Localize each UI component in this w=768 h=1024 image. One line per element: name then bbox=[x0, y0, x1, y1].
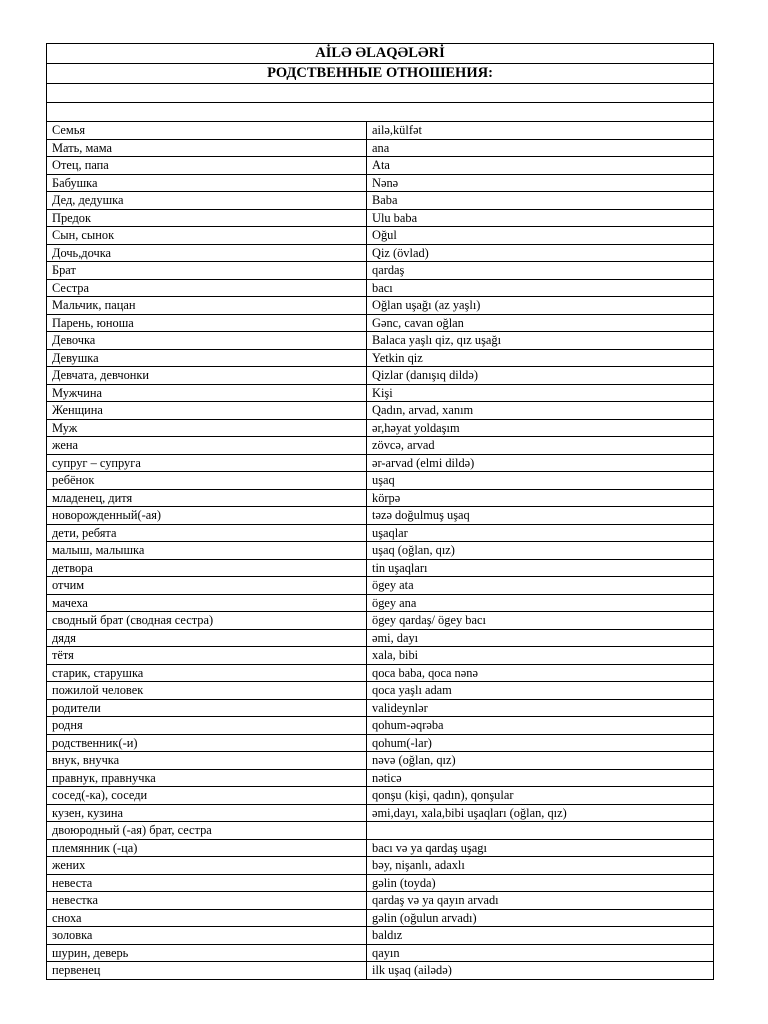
title-row-az bbox=[47, 44, 714, 64]
azerbaijani-term: Kişi bbox=[367, 384, 714, 402]
azerbaijani-term: ana bbox=[367, 139, 714, 157]
azerbaijani-term: Balaca yaşlı qiz, qız uşağı bbox=[367, 332, 714, 350]
table-row bbox=[47, 472, 714, 490]
russian-term: невестка bbox=[47, 892, 367, 910]
russian-term: детвора bbox=[47, 559, 367, 577]
russian-term: родня bbox=[47, 717, 367, 735]
azerbaijani-term: zövcə, arvad bbox=[367, 437, 714, 455]
table-row bbox=[47, 734, 714, 752]
russian-term: жена bbox=[47, 437, 367, 455]
azerbaijani-term: uşaq bbox=[367, 472, 714, 490]
russian-term: Девочка bbox=[47, 332, 367, 350]
table-row bbox=[47, 139, 714, 157]
table-row bbox=[47, 279, 714, 297]
russian-term: жених bbox=[47, 857, 367, 875]
blank-row bbox=[47, 103, 714, 122]
table-row bbox=[47, 437, 714, 455]
table-row bbox=[47, 787, 714, 805]
russian-term: тётя bbox=[47, 647, 367, 665]
russian-term: внук, внучка bbox=[47, 752, 367, 770]
azerbaijani-term: tin uşaqları bbox=[367, 559, 714, 577]
table-row bbox=[47, 717, 714, 735]
russian-term: Отец, папа bbox=[47, 157, 367, 175]
azerbaijani-term: qayın bbox=[367, 944, 714, 962]
azerbaijani-term: nəvə (oğlan, qız) bbox=[367, 752, 714, 770]
azerbaijani-term: qoca yaşlı adam bbox=[367, 682, 714, 700]
azerbaijani-term bbox=[367, 822, 714, 840]
russian-term: Брат bbox=[47, 262, 367, 280]
table-row bbox=[47, 367, 714, 385]
russian-term: родственник(-и) bbox=[47, 734, 367, 752]
russian-term: отчим bbox=[47, 577, 367, 595]
table-row bbox=[47, 857, 714, 875]
azerbaijani-term: qonşu (kişi, qadın), qonşular bbox=[367, 787, 714, 805]
russian-term: родители bbox=[47, 699, 367, 717]
table-row bbox=[47, 122, 714, 140]
russian-term: Дед, дедушка bbox=[47, 192, 367, 210]
azerbaijani-term: Gənc, cavan oğlan bbox=[367, 314, 714, 332]
azerbaijani-term: xala, bibi bbox=[367, 647, 714, 665]
azerbaijani-term: Ata bbox=[367, 157, 714, 175]
azerbaijani-term: qardaş bbox=[367, 262, 714, 280]
azerbaijani-term: Nənə bbox=[367, 174, 714, 192]
table-row bbox=[47, 244, 714, 262]
russian-term: Муж bbox=[47, 419, 367, 437]
vocabulary-table bbox=[46, 43, 714, 980]
azerbaijani-term: Oğlan uşağı (az yaşlı) bbox=[367, 297, 714, 315]
russian-term: Сестра bbox=[47, 279, 367, 297]
table-row bbox=[47, 542, 714, 560]
azerbaijani-term: əmi,dayı, xala,bibi uşaqları (oğlan, qız) bbox=[367, 804, 714, 822]
title-row-ru bbox=[47, 64, 714, 84]
table-row bbox=[47, 157, 714, 175]
russian-term: ребёнок bbox=[47, 472, 367, 490]
table-row bbox=[47, 507, 714, 525]
russian-term: Мать, мама bbox=[47, 139, 367, 157]
table-row bbox=[47, 752, 714, 770]
table-row bbox=[47, 699, 714, 717]
azerbaijani-term: ögey qardaş/ ögey bacı bbox=[367, 612, 714, 630]
table-row bbox=[47, 664, 714, 682]
azerbaijani-term: gəlin (toyda) bbox=[367, 874, 714, 892]
azerbaijani-term: Ulu baba bbox=[367, 209, 714, 227]
table-row bbox=[47, 489, 714, 507]
russian-term: младенец, дитя bbox=[47, 489, 367, 507]
table-row bbox=[47, 804, 714, 822]
russian-term: сосед(-ка), соседи bbox=[47, 787, 367, 805]
azerbaijani-term: qohum(-lar) bbox=[367, 734, 714, 752]
azerbaijani-term: qoca baba, qoca nənə bbox=[367, 664, 714, 682]
table-row bbox=[47, 629, 714, 647]
azerbaijani-term: ögey ata bbox=[367, 577, 714, 595]
russian-term: первенец bbox=[47, 962, 367, 980]
table-row bbox=[47, 839, 714, 857]
azerbaijani-term: Qiz (övlad) bbox=[367, 244, 714, 262]
azerbaijani-term: qohum-əqrəba bbox=[367, 717, 714, 735]
table-row bbox=[47, 822, 714, 840]
russian-term: шурин, деверь bbox=[47, 944, 367, 962]
azerbaijani-term: ər,həyat yoldaşım bbox=[367, 419, 714, 437]
russian-term: Мужчина bbox=[47, 384, 367, 402]
azerbaijani-term: Oğul bbox=[367, 227, 714, 245]
table-row bbox=[47, 927, 714, 945]
blank-cell bbox=[47, 103, 714, 122]
russian-term: правнук, правнучка bbox=[47, 769, 367, 787]
russian-term: Парень, юноша bbox=[47, 314, 367, 332]
russian-term: золовка bbox=[47, 927, 367, 945]
table-row bbox=[47, 612, 714, 630]
azerbaijani-term: bəy, nişanlı, adaxlı bbox=[367, 857, 714, 875]
azerbaijani-term: Qadın, arvad, xanım bbox=[367, 402, 714, 420]
russian-term: новорожденный(-ая) bbox=[47, 507, 367, 525]
title-az: AİLƏ ƏLAQƏLƏRİ bbox=[47, 44, 714, 64]
azerbaijani-term: körpə bbox=[367, 489, 714, 507]
russian-term: сноха bbox=[47, 909, 367, 927]
russian-term: дети, ребята bbox=[47, 524, 367, 542]
table-row bbox=[47, 594, 714, 612]
russian-term: Семья bbox=[47, 122, 367, 140]
azerbaijani-term: təzə doğulmuş uşaq bbox=[367, 507, 714, 525]
russian-term: кузен, кузина bbox=[47, 804, 367, 822]
table-row bbox=[47, 524, 714, 542]
russian-term: Предок bbox=[47, 209, 367, 227]
russian-term: Девушка bbox=[47, 349, 367, 367]
blank-row bbox=[47, 84, 714, 103]
azerbaijani-term: ər-arvad (elmi dildə) bbox=[367, 454, 714, 472]
russian-term: племянник (-ца) bbox=[47, 839, 367, 857]
russian-term: дядя bbox=[47, 629, 367, 647]
table-row bbox=[47, 909, 714, 927]
azerbaijani-term: bacı və ya qardaş uşagı bbox=[367, 839, 714, 857]
blank-cell bbox=[47, 84, 714, 103]
table-row bbox=[47, 297, 714, 315]
azerbaijani-term: nəticə bbox=[367, 769, 714, 787]
russian-term: мачеха bbox=[47, 594, 367, 612]
russian-term: Девчата, девчонки bbox=[47, 367, 367, 385]
table-row bbox=[47, 262, 714, 280]
russian-term: двоюродный (-ая) брат, сестра bbox=[47, 822, 367, 840]
table-row bbox=[47, 577, 714, 595]
azerbaijani-term: Yetkin qiz bbox=[367, 349, 714, 367]
table-row bbox=[47, 874, 714, 892]
title-ru: РОДСТВЕННЫЕ ОТНОШЕНИЯ: bbox=[47, 64, 714, 84]
russian-term: малыш, малышка bbox=[47, 542, 367, 560]
russian-term: Дочь,дочка bbox=[47, 244, 367, 262]
azerbaijani-term: Baba bbox=[367, 192, 714, 210]
azerbaijani-term: qardaş və ya qayın arvadı bbox=[367, 892, 714, 910]
azerbaijani-term: ögey ana bbox=[367, 594, 714, 612]
azerbaijani-term: əmi, dayı bbox=[367, 629, 714, 647]
table-row bbox=[47, 192, 714, 210]
table-row bbox=[47, 332, 714, 350]
russian-term: старик, старушка bbox=[47, 664, 367, 682]
russian-term: сводный брат (сводная сестра) bbox=[47, 612, 367, 630]
table-row bbox=[47, 314, 714, 332]
table-row bbox=[47, 682, 714, 700]
table-row bbox=[47, 402, 714, 420]
azerbaijani-term: uşaq (oğlan, qız) bbox=[367, 542, 714, 560]
table-row bbox=[47, 174, 714, 192]
table-row bbox=[47, 227, 714, 245]
russian-term: Мальчик, пацан bbox=[47, 297, 367, 315]
azerbaijani-term: Qizlar (danışıq dildə) bbox=[367, 367, 714, 385]
azerbaijani-term: gəlin (oğulun arvadı) bbox=[367, 909, 714, 927]
table-row bbox=[47, 384, 714, 402]
azerbaijani-term: bacı bbox=[367, 279, 714, 297]
table-row bbox=[47, 962, 714, 980]
table-row bbox=[47, 769, 714, 787]
azerbaijani-term: ilk uşaq (ailədə) bbox=[367, 962, 714, 980]
table-row bbox=[47, 559, 714, 577]
table-row bbox=[47, 647, 714, 665]
azerbaijani-term: uşaqlar bbox=[367, 524, 714, 542]
table-row bbox=[47, 209, 714, 227]
table-row bbox=[47, 892, 714, 910]
azerbaijani-term: ailə,külfət bbox=[367, 122, 714, 140]
azerbaijani-term: baldız bbox=[367, 927, 714, 945]
russian-term: невеста bbox=[47, 874, 367, 892]
table-row bbox=[47, 454, 714, 472]
table-row bbox=[47, 349, 714, 367]
russian-term: Бабушка bbox=[47, 174, 367, 192]
russian-term: Женщина bbox=[47, 402, 367, 420]
russian-term: супруг – супруга bbox=[47, 454, 367, 472]
azerbaijani-term: valideynlər bbox=[367, 699, 714, 717]
russian-term: пожилой человек bbox=[47, 682, 367, 700]
russian-term: Сын, сынок bbox=[47, 227, 367, 245]
table-row bbox=[47, 944, 714, 962]
table-row bbox=[47, 419, 714, 437]
